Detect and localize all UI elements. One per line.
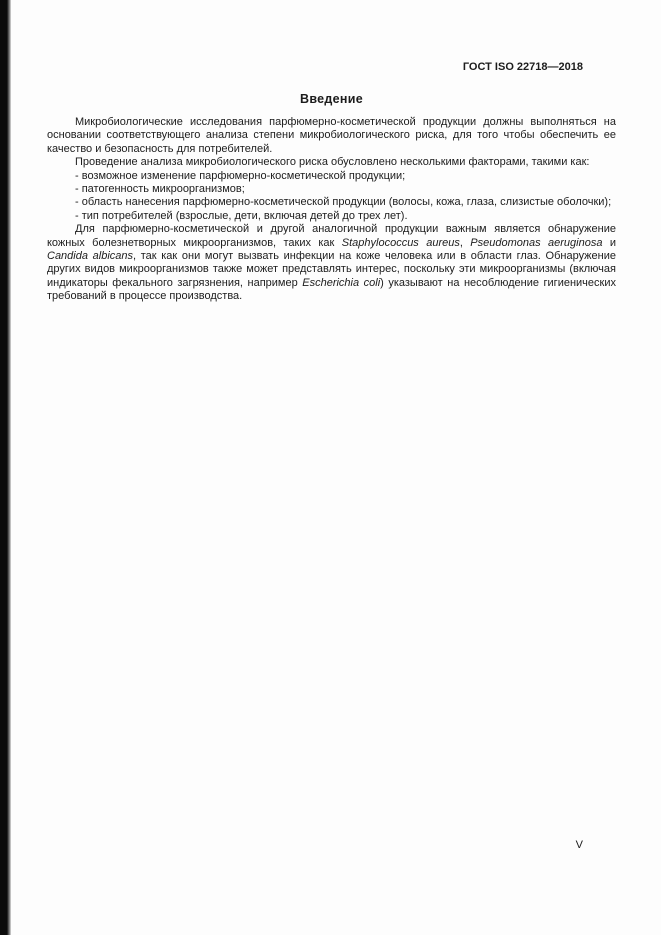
list-item: - тип потребителей (взрослые, дети, включая детей до трех лет). — [75, 209, 408, 222]
scan-left-edge — [0, 0, 11, 935]
document-header: ГОСТ ISO 22718—2018 — [462, 61, 583, 73]
paragraph: Проведение анализа микробиологического риска обусловлено несколькими факторами, такими как: — [75, 156, 590, 169]
paragraph: Для парфюмерно-косметической и другой аналогичной продукции важным является обнаружение кожных болезнетворных микроорганизмов, таких как Staphylococcus aureus, Pseudomonas aeruginosa и Candida albicans, так как они могут вызвать инфекции на коже человека или в области глаз. Обнаружение других видов микроорганизмов также может представлять интерес, поскольку эти микроорганизмы (включая индикаторы фекального загрязнения, например Escherichia coli) указывают на несоблюдение гигиенических требований в процессе производства. — [47, 223, 616, 303]
list-item: - область нанесения парфюмерно-косметической продукции (волосы, кожа, глаза, слизистые оболочки); — [75, 196, 612, 209]
list-item: - патогенность микроорганизмов; — [75, 183, 245, 196]
document-body — [47, 116, 616, 304]
list-item: - возможное изменение парфюмерно-косметической продукции; — [75, 169, 406, 182]
page-number: V — [575, 839, 583, 851]
section-title: Введение — [300, 92, 363, 106]
paragraph: Микробиологические исследования парфюмерно-косметической продукции должны выполняться на основании соответствующего анализа степени микробиологического риска, для того чтобы обеспечить ее качество и безопасность для потребителей. — [47, 116, 616, 155]
